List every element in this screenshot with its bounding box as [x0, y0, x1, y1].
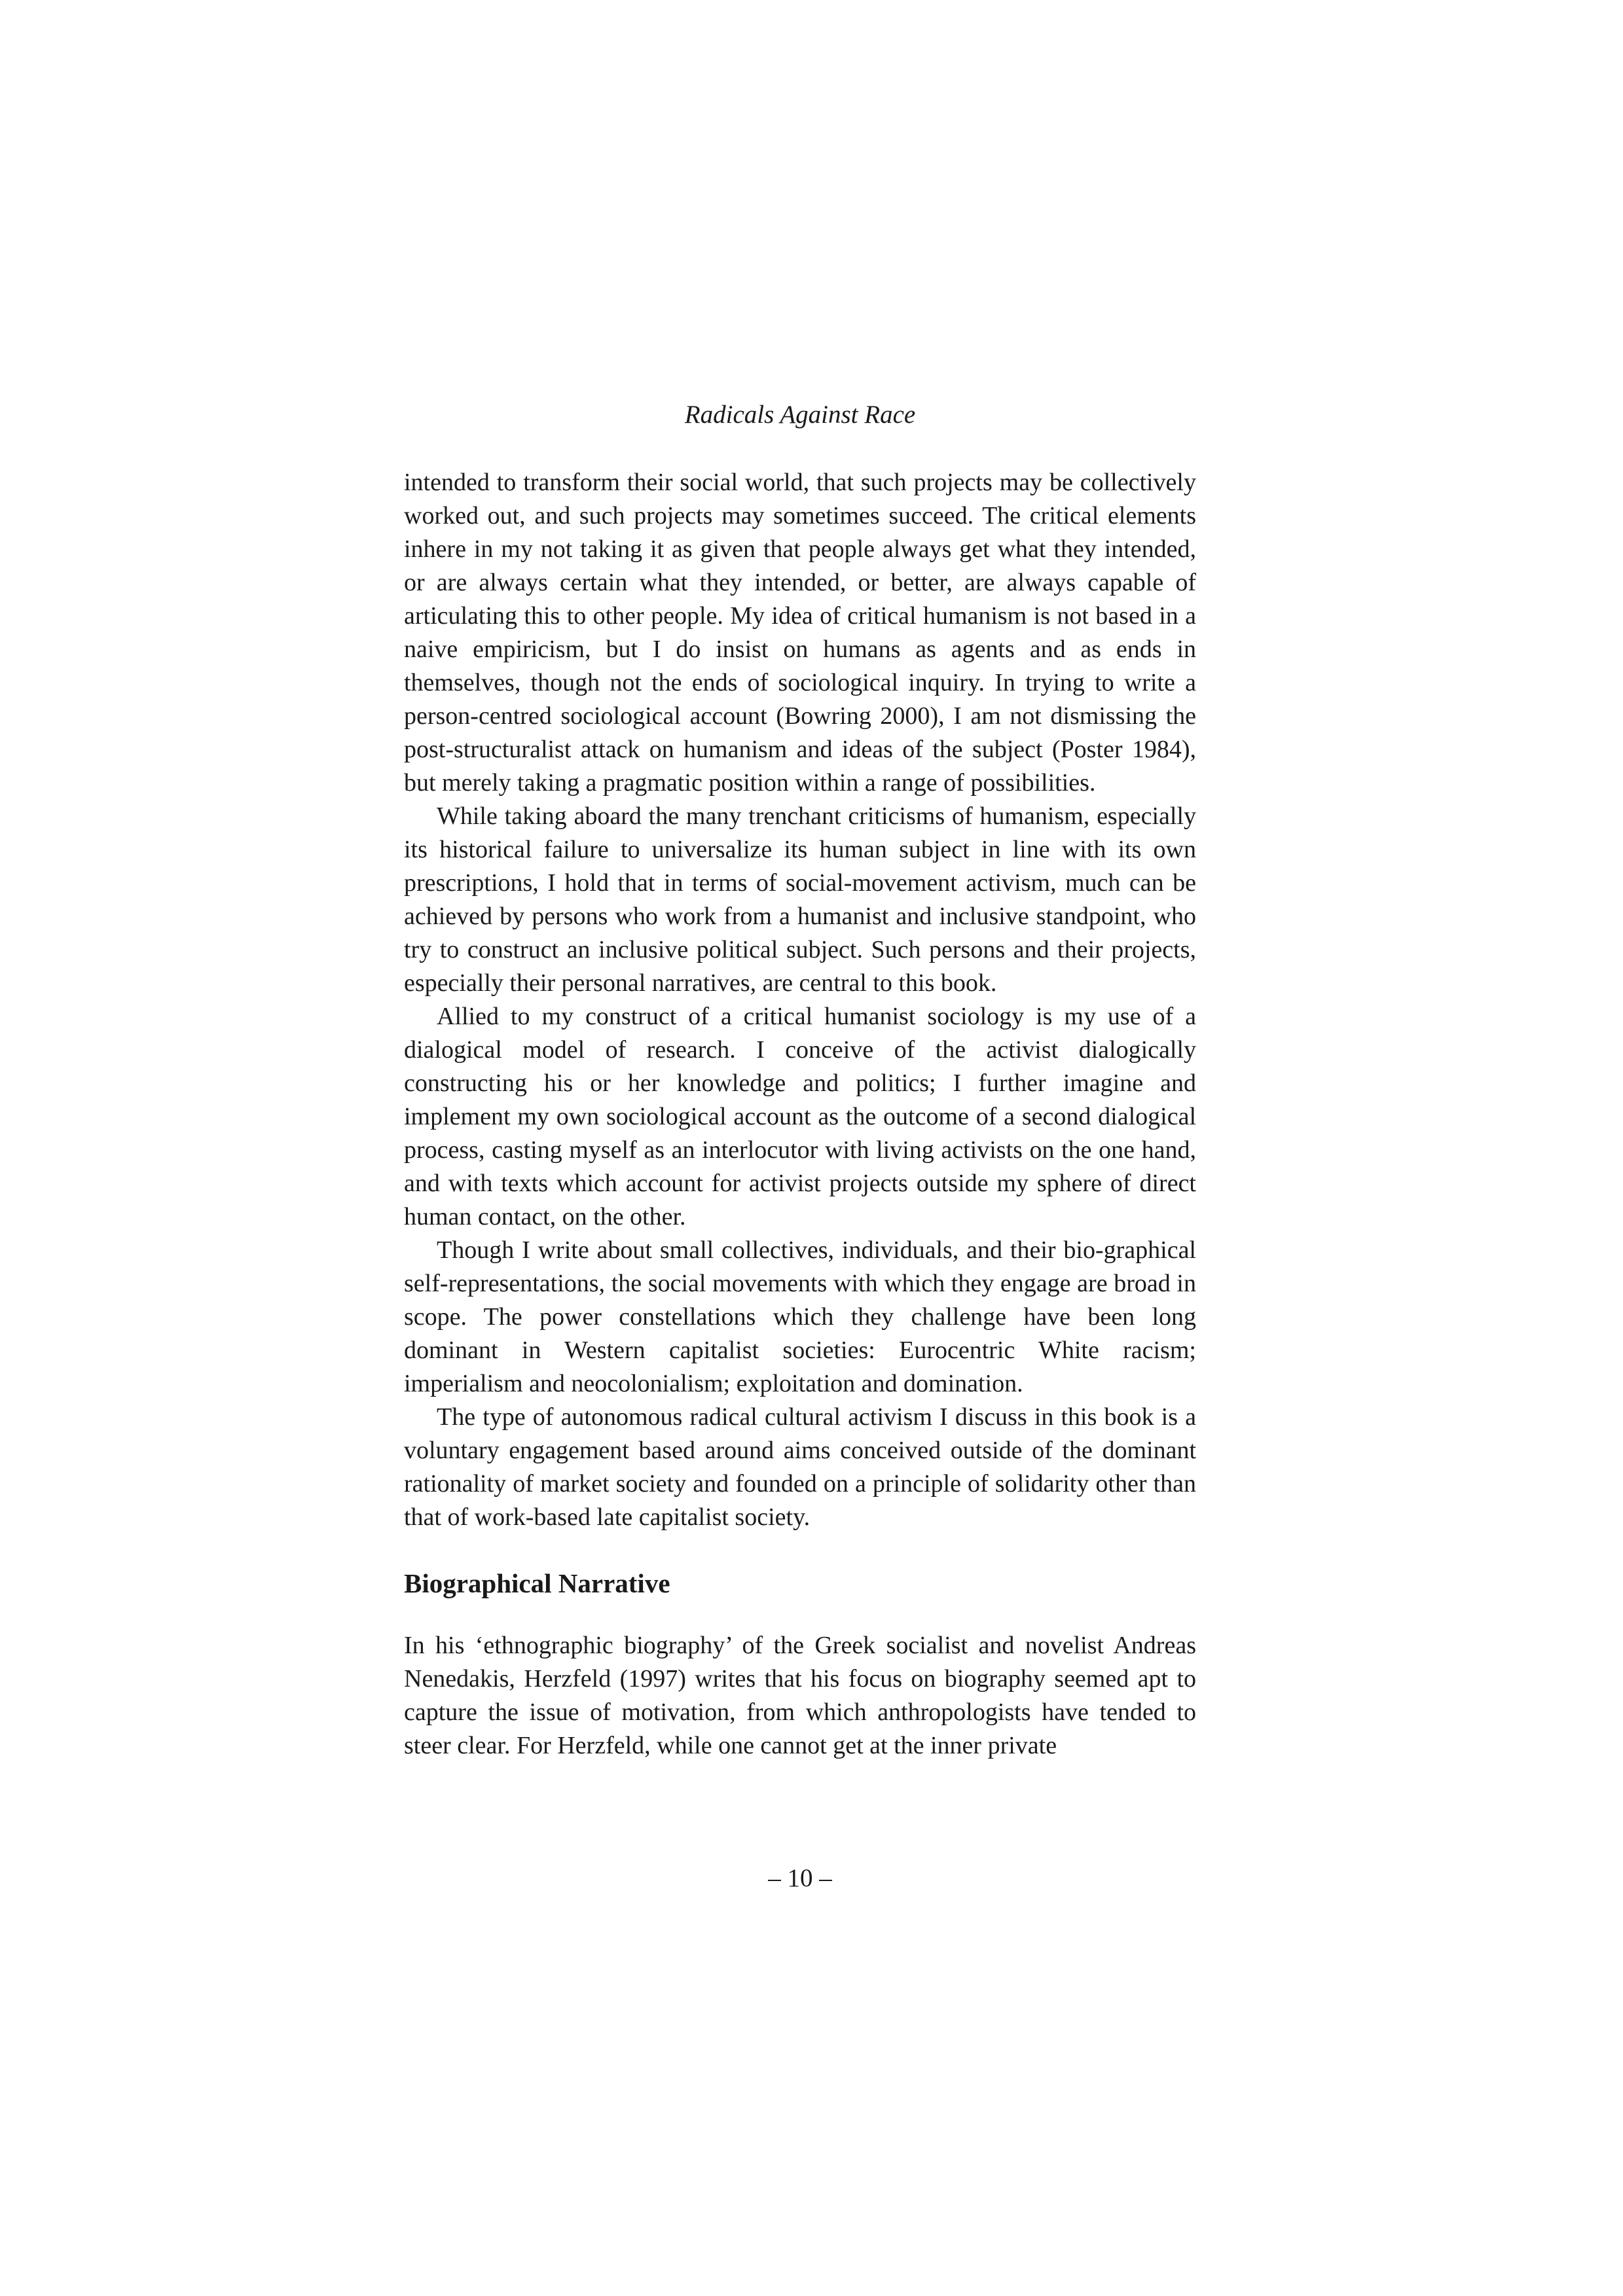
paragraph-3: Allied to my construct of a critical humanist sociology is my use of a dialogical model of research. I conceive of the activist dialogically constructing his or her knowledge and politics; I further imagine and implement my own sociological account as the outcome of a second dialogical process, casting myself as an interlocutor with living activists on the one hand, and with texts which account for activist projects outside my sphere of direct human contact, on the other.: [404, 1003, 1196, 1230]
page-number: – 10 –: [768, 1864, 832, 1892]
section-paragraph-1: In his ‘ethnographic biography’ of the Greek socialist and novelist Andreas Nenedakis, Herzfeld (1997) writes that his focus on biography seemed apt to capture the issue of motivation, from which anthropologists have tended to steer clear. For Herzfeld, while one cannot get at the inner private: [404, 1632, 1196, 1759]
paragraph-2: While taking aboard the many trenchant criticisms of humanism, especially its historical failure to universalize its human subject in line with its own prescriptions, I hold that in terms of social-movement activism, much can be achieved by persons who work from a humanist and inclusive standpoint, who try to construct an inclusive political subject. Such persons and their projects, especially their personal narratives, are central to this book.: [404, 802, 1196, 997]
paragraph-4: Though I write about small collectives, individuals, and their bio-graphical self-representations, the social movements with which they engage are broad in scope. The power constellations which they challenge have been long dominant in Western capitalist societies: Eurocentric White racism; imperialism and neocolonialism; exploitation and domination.: [404, 1236, 1196, 1397]
section-heading: Biographical Narrative: [404, 1568, 670, 1598]
paragraph-5: The type of autonomous radical cultural activism I discuss in this book is a voluntary engagement based around aims conceived outside of the dominant rationality of market society and founded on a principle of solidarity other than that of work-based late capitalist society.: [404, 1403, 1196, 1531]
running-head: Radicals Against Race: [684, 401, 916, 429]
paragraph-1: intended to transform their social world, that such projects may be collectively worked out, and such projects may sometimes succeed. The critical elements inhere in my not taking it as given that people always get what they intended, or are always certain what they intended, or better, are always capable of articulating this to other people. My idea of critical humanism is not based in a naive empiricism, but I do insist on humans as agents and as ends in themselves, though not the ends of sociological inquiry. In trying to write a person-centred sociological account (Bowring 2000), I am not dismissing the post-structuralist attack on humanism and ideas of the subject (Poster 1984), but merely taking a pragmatic position within a range of possibilities.: [404, 469, 1196, 797]
body-text: [404, 466, 1196, 1763]
